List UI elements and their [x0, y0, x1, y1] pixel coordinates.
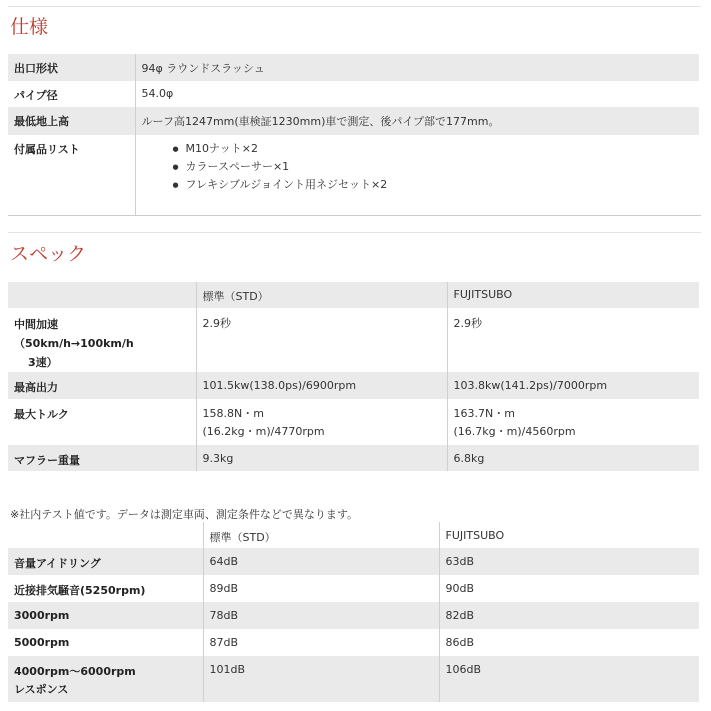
table-header-row: [8, 282, 699, 308]
cell-std: 9.3kg: [196, 445, 447, 471]
table-row: [8, 399, 699, 445]
table-row: [8, 372, 699, 399]
sound-table: [8, 522, 699, 702]
row-label: マフラー重量: [8, 445, 196, 471]
spec-row: [8, 107, 699, 135]
row-label: 4000rpm〜6000rpm: [14, 665, 136, 678]
cell-fujitsubo: 106dB: [439, 656, 699, 702]
list-item: ● M10ナット×2: [186, 140, 694, 158]
row-label: 最大トルク: [14, 408, 69, 421]
spec-table: [8, 54, 699, 215]
test-note: ※社内テスト値です。データは測定車両、測定条件などで異なります。: [10, 508, 359, 521]
spec-value: 94φ ラウンドスラッシュ: [135, 54, 699, 81]
row-label: 近接排気騒音(5250rpm): [14, 584, 146, 597]
row-label: 音量アイドリング: [8, 548, 203, 575]
row-label: 最高出力: [8, 372, 196, 399]
cell-fujitsubo: 6.8kg: [447, 445, 699, 471]
cell-std: 64dB: [203, 548, 439, 575]
spec-heading: 仕様: [10, 16, 49, 38]
table-header-row: [8, 522, 699, 548]
spec-row: [8, 81, 699, 107]
table-row: [8, 548, 699, 575]
cell-std-sub: (16.2kg・m)/4770rpm: [202, 425, 325, 438]
cell-fujitsubo: 63dB: [439, 548, 699, 575]
table-row: [8, 602, 699, 629]
cell-fujitsubo-sub: (16.7kg・m)/4560rpm: [453, 425, 576, 438]
accessories-list: [166, 140, 694, 194]
accessories-label: 付属品リスト: [14, 143, 80, 156]
table-row: [8, 308, 699, 372]
cell-fujitsubo: 90dB: [439, 575, 699, 602]
top-rule: [8, 6, 701, 7]
spec-bottom-rule: [8, 215, 701, 216]
table-row: [8, 575, 699, 602]
spec-value: 54.0φ: [135, 81, 699, 107]
table-row: [8, 656, 699, 702]
table-row: [8, 629, 699, 656]
list-item: ● カラースペーサー×1: [186, 158, 694, 176]
cell-fujitsubo: 86dB: [439, 629, 699, 656]
spec-label: 最低地上高: [8, 107, 135, 135]
spec-row: [8, 54, 699, 81]
row-label-sub: 3速）: [28, 356, 58, 369]
cell-fujitsubo: 2.9秒: [447, 308, 699, 372]
row-label: 中間加速: [14, 318, 58, 331]
list-item: ● フレキシブルジョイント用ネジセット×2: [186, 176, 694, 194]
column-header-std: 標準（STD）: [196, 282, 447, 308]
column-header-fujitsubo: FUJITSUBO: [447, 282, 699, 308]
row-label: 3000rpm: [8, 602, 203, 629]
column-header-std: 標準（STD）: [203, 522, 439, 548]
spec-label: パイプ径: [14, 89, 58, 102]
cell-fujitsubo: 163.7N・m: [453, 407, 515, 420]
cell-fujitsubo: 103.8kw(141.2ps)/7000rpm: [447, 372, 699, 399]
table-row: [8, 445, 699, 471]
column-header-fujitsubo: FUJITSUBO: [439, 522, 699, 548]
performance-table: [8, 282, 699, 471]
spec-value: ルーフ高1247mm(車検証1230mm)車で測定、後パイプ部で177mm。: [135, 107, 699, 135]
performance-heading: スペック: [10, 243, 87, 265]
cell-std: 78dB: [203, 602, 439, 629]
cell-std: 101dB: [203, 656, 439, 702]
spec-label: 出口形状: [8, 54, 135, 81]
cell-std: 87dB: [203, 629, 439, 656]
section-rule: [8, 232, 701, 233]
cell-std: 89dB: [203, 575, 439, 602]
cell-std: 101.5kw(138.0ps)/6900rpm: [196, 372, 447, 399]
spec-row-accessories: [8, 135, 699, 215]
cell-std: 158.8N・m: [202, 407, 264, 420]
row-label-sub: （50km/h→100km/h: [14, 337, 134, 350]
row-label: 5000rpm: [14, 636, 70, 649]
cell-std: 2.9秒: [196, 308, 447, 372]
cell-fujitsubo: 82dB: [439, 602, 699, 629]
row-label-sub: レスポンス: [14, 683, 69, 696]
